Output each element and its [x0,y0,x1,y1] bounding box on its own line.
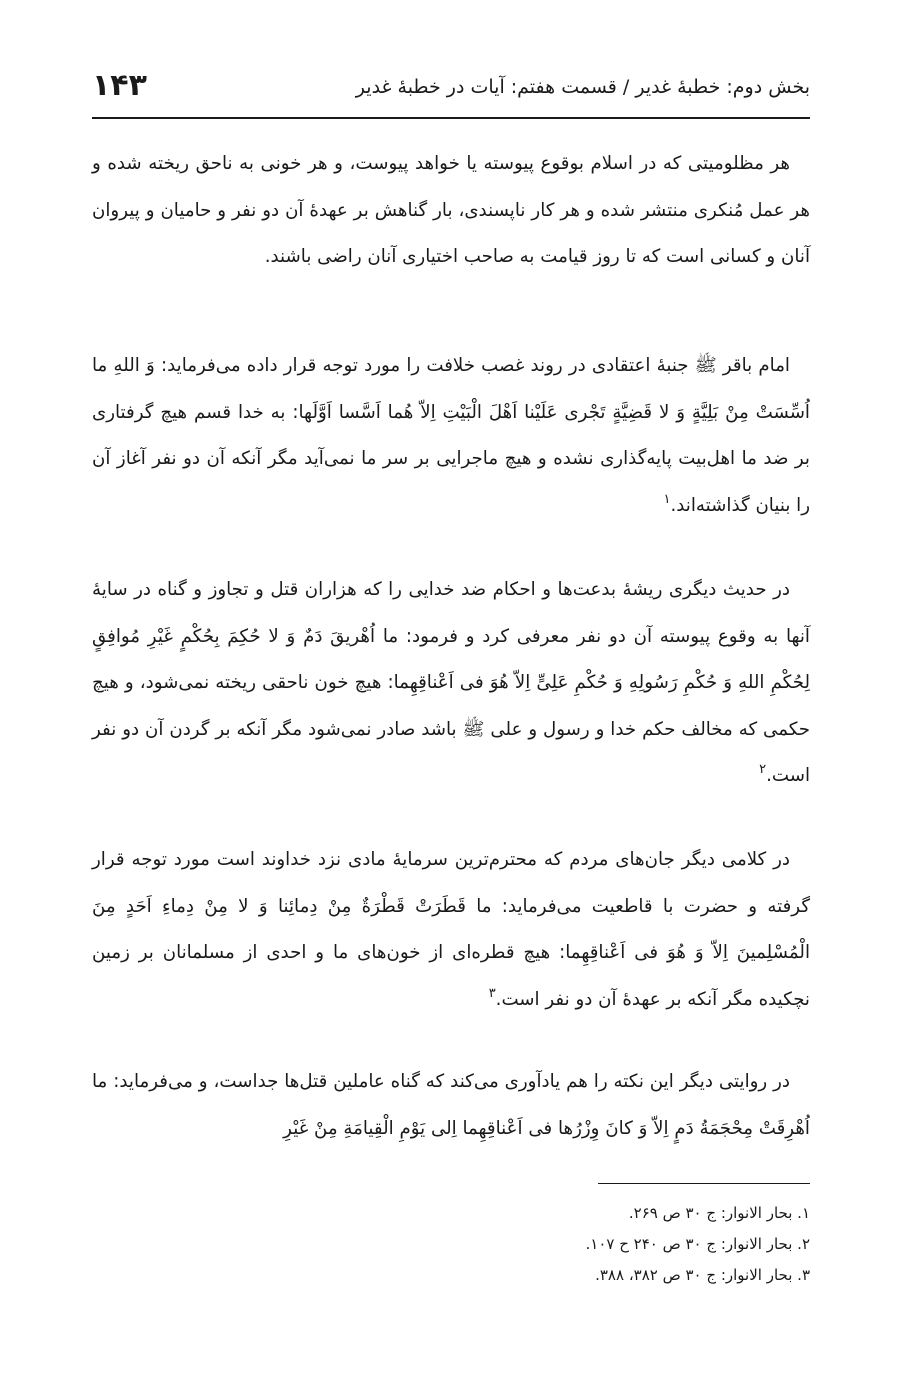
footnote-3: ۳. بحار الانوار: ج ۳۰ ص ۳۸۲، ۳۸۸. [595,1266,810,1284]
footnotes [92,1198,810,1291]
paragraph-4-text: در کلامی دیگر جان‌های مردم که محترم‌ترین سرمایۀ مادی نزد خداوند است مورد توجه قرار گرفته و حضرت با قاطعیت می‌فرماید: ما قَطَرَتْ قَطْرَةٌ مِنْ دِمائِنا وَ لا مِنْ دِماءِ اَحَدٍ مِنَ الْمُسْلِمینَ اِلاّ وَ هُوَ فی اَعْناقِهِما: هیچ قطره‌ای از خون‌های ما و احدی از مسلمانان بر زمین نچکیده مگر آنکه بر عهدۀ آن دو نفر است. [92,849,810,1010]
paragraph-2 [92,343,810,529]
footnote-1: ۱. بحار الانوار: ج ۳۰ ص ۲۶۹. [628,1204,810,1222]
paragraph-4 [92,837,810,1023]
paragraph-1 [92,141,810,281]
running-title: بخش دوم: خطبۀ غدیر / قسمت هفتم: آیات در خطبۀ غدیر [355,76,810,98]
footnote-ref-1: ۱ [663,491,671,507]
paragraph-2-text: امام باقر ﷺ جنبۀ اعتقادی در روند غصب خلافت را مورد توجه قرار داده می‌فرماید: وَ اللهِ ما اُسِّسَتْ مِنْ بَلِیَّةٍ وَ لا قَضِیَّةٍ تَجْری عَلَیْنا اَهْلَ الْبَیْتِ اِلاّ هُما اَسَّسا اَوَّلَها: به خدا قسم هیچ گرفتاری بر ضد ما اهل‌بیت پایه‌گذاری نشده و هیچ ماجرایی بر سر ما نمی‌آید مگر آنکه آن دو نفر آغاز آن را بنیان گذاشته‌اند. [92,355,810,516]
paragraph-1-text: هر مظلومیتی که در اسلام بوقوع پیوسته یا خواهد پیوست، و هر خونی به ناحق ریخته شده و هر عمل مُنکری منتشر شده و هر کار ناپسندی، بار گناهش بر عهدۀ آن دو نفر و حامیان و پیروان آنان و کسانی است که تا روز قیامت به صاحب اختیاری آنان راضی باشند. [92,153,810,267]
paragraph-5 [92,1059,810,1152]
paragraph-3-text: در حدیث دیگری ریشۀ بدعت‌ها و احکام ضد خدایی را که هزاران قتل و تجاوز و گناه در سایۀ آنها به وقوع پیوسته آن دو نفر معرفی کرد و فرمود: ما اُهْریقَ دَمٌ وَ لا حُکِمَ بِحُکْمٍ غَیْرِ مُوافِقٍ لِحُکْمِ اللهِ وَ حُکْمِ رَسُولِهِ وَ حُکْمِ عَلِیٍّ اِلاّ هُوَ فی اَعْناقِهِما: هیچ خون ناحقی ریخته نمی‌شود، و هیچ حکمی که مخالف حکم خدا و رسول و علی ﷺ باشد صادر نمی‌شود مگر آنکه بر گردن آن دو نفر است. [92,579,810,786]
header-divider [92,117,810,119]
footnote-2: ۲. بحار الانوار: ج ۳۰ ص ۲۴۰ ح ۱۰۷. [585,1235,810,1253]
page-number: ۱۴۳ [92,68,147,103]
page-header [92,68,810,108]
paragraph-5-text: در روایتی دیگر این نکته را هم یادآوری می‌کند که گناه عاملین قتل‌ها جداست، و می‌فرماید: ما اُهْرِقَتْ مِحْجَمَةُ دَمٍ اِلاّ وَ کانَ وِزْرُها فی اَعْناقِهِما اِلی یَوْمِ الْقِیامَةِ مِنْ غَیْرِ [92,1071,810,1139]
footnote-divider [598,1183,810,1184]
paragraph-3 [92,567,810,800]
footnote-ref-3: ۳ [488,985,496,1001]
footnote-ref-2: ۲ [759,762,767,777]
